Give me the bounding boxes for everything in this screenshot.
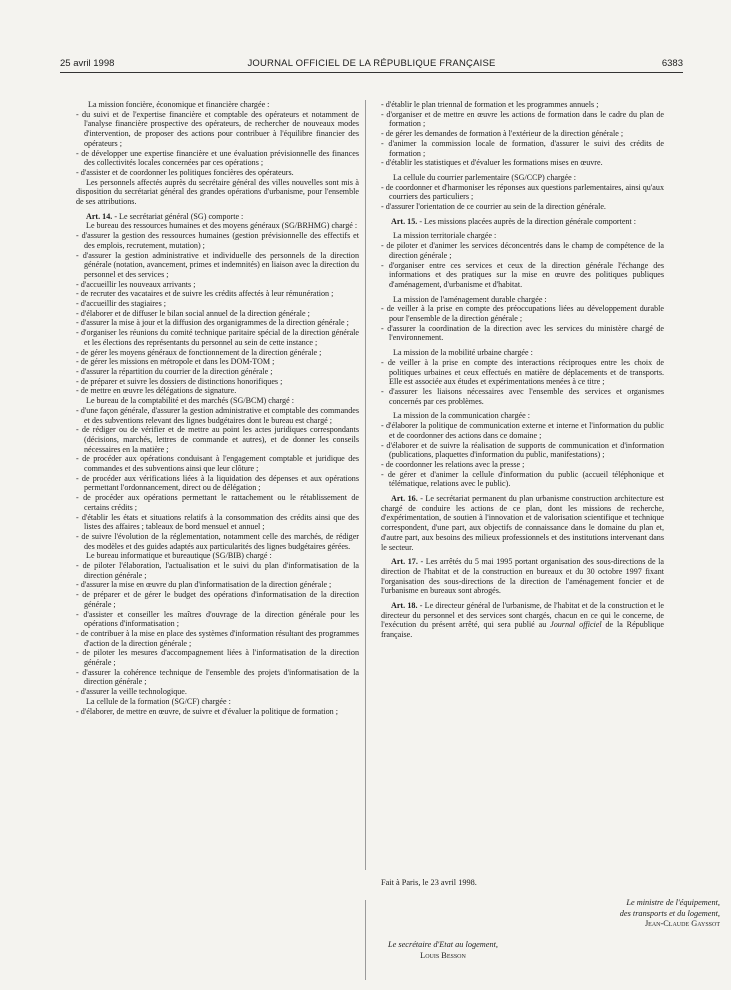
- list-item: - d'assurer la coordination de la direction avec les services du ministère chargé de l'environnement.: [381, 323, 664, 343]
- list-item: - de coordonner les relations avec la presse ;: [381, 459, 525, 469]
- list-item: - de procéder aux opérations conduisant à l'engagement comptable et juridique des commandes et des subventions ainsi que leur clôture ;: [76, 454, 359, 474]
- bcm-title: Le bureau de la comptabilité et des marchés (SG/BCM) chargé :: [86, 396, 294, 406]
- bib-title: Le bureau informatique et bureautique (SG/BIB) chargé :: [86, 551, 272, 561]
- list-item: - de procéder aux opérations permettant le rattachement ou le rétablissement de certains crédits ;: [76, 493, 359, 512]
- mission-territoriale-list: [381, 241, 664, 290]
- article-16-text: - Le secrétariat permanent du plan urbanisme construction architecture est chargé de conduire les actions de ce plan, dont les missions de recherche, d'expérimentation, de soutien à l'innovation et de valorisation scientifique et technique correspondent, d'une part, aux objectifs de connaissance dans le domaine du plan et, d'autre part, aux besoins des milieux professionnels et des institutions intervenant dans le secteur.: [381, 494, 665, 552]
- list-item: - d'assurer les liaisons nécessaires avec l'ensemble des services et organismes concernés par ces problèmes.: [381, 386, 664, 406]
- list-item: - de procéder aux vérifications liées à la liquidation des dépenses et aux opérations permettant l'ordonnancement, direct ou de délégation ;: [76, 473, 359, 493]
- cf-list-right: [381, 100, 664, 168]
- list-item: - d'organiser et de mettre en œuvre les actions de formation dans le cadre du plan de formation ;: [381, 109, 664, 129]
- list-item: - d'élaborer et de diffuser le bilan social annuel de la direction générale ;: [76, 308, 310, 318]
- list-item: - de gérer les demandes de formation à l'extérieur de la direction générale ;: [381, 129, 624, 139]
- list-item: - de mettre en œuvre les délégations de signature.: [76, 386, 237, 396]
- mission-communication-title: La mission de la communication chargée :: [393, 411, 530, 421]
- list-item: - d'élaborer la politique de communication externe et interne et l'information du public et de coordonner des actions dans ce domaine ;: [381, 421, 664, 440]
- list-item: - d'animer la commission locale de formation, d'assurer le suivi des crédits de formation ;: [381, 138, 664, 158]
- list-item: - de suivre l'évolution de la réglementation, notamment celle des marchés, de rédiger des modèles et des guides adaptés aux particularités des lignes budgétaires gérées.: [76, 531, 359, 551]
- right-column: [381, 100, 664, 640]
- mission-communication-list: [381, 421, 664, 489]
- header-date: 25 avril 1998: [60, 58, 115, 69]
- left-column: [76, 100, 359, 716]
- list-item: - de gérer et d'animer la cellule d'information du public (accueil téléphonique et télématique, relations avec le public).: [381, 469, 664, 489]
- page-header: [60, 58, 683, 72]
- article-15: [381, 217, 664, 227]
- list-item: - de contribuer à la mise en place des systèmes d'information résultant des programmes d'action de la direction générale ;: [76, 628, 359, 648]
- list-item: - de développer une expertise financière et une évaluation prévisionnelle des finances des collectivités locales concernées par ces opérations ;: [76, 148, 359, 168]
- ccp-title: La cellule du courrier parlementaire (SG/CCP) chargée :: [393, 172, 577, 182]
- minister-signature: [470, 898, 720, 930]
- list-item: - d'assurer la veille technologique.: [76, 687, 187, 697]
- header-page-number: 6383: [661, 58, 683, 69]
- article-18-text-a: - Le directeur général de l'urbanisme, de l'habitat et de la construction et le directeur du personnel et des services sont chargés, chacun en ce qui le concerne, de l'exécution du présent arrêté, qui sera publié au: [381, 601, 665, 630]
- article-18: [381, 601, 664, 640]
- article-17: [381, 557, 664, 596]
- bcm-list: [76, 406, 359, 552]
- list-item: - de recruter des vacataires et de suivre les crédits affectés à leur rémunération ;: [76, 289, 334, 299]
- list-item: - d'assister et conseiller les maîtres d'ouvrage de la direction générale pour les opérations d'informatisation ;: [76, 609, 359, 629]
- article-14-text: - Le secrétariat général (SG) comporte :: [112, 211, 244, 221]
- list-item: - d'accueillir les nouveaux arrivants ;: [76, 279, 196, 289]
- minister-title-line-1: Le ministre de l'équipement,: [626, 898, 720, 907]
- list-item: - d'une façon générale, d'assurer la gestion administrative et comptable des commandes et des subventions relevant des lignes budgétaires dont le bureau est chargé ;: [76, 405, 359, 425]
- list-item: - d'assurer la gestion des ressources humaines (gestion prévisionnelle des effectifs et des emplois, recrutement, mutation) ;: [76, 231, 359, 250]
- list-item: - de rédiger ou de vérifier et de mettre au point les actes juridiques correspondants (décisions, marchés, lettres de commande et autres), et de donner les conseils nécessaires en la matière ;: [76, 425, 359, 454]
- mission-mobilite-title: La mission de la mobilité urbaine chargée :: [393, 348, 533, 358]
- personnels-paragraph: Les personnels affectés auprès du secrétaire général des villes nouvelles sont mis à disposition du secrétariat général des grandes opérations d'urbanisme, pour l'ensemble de ses attributions.: [76, 177, 359, 207]
- minister-name: Jean-Claude Gayssot: [644, 919, 720, 928]
- list-item: - d'organiser entre ces services et ceux de la direction générale l'échange des informations et des pratiques sur la mise en œuvre des politiques publiques d'aménagement, d'urbanisme et d'habitat.: [381, 260, 664, 289]
- mission-durable-title: La mission de l'aménagement durable chargée :: [393, 294, 547, 304]
- list-item: - d'assurer la mise à jour et la diffusion des organigrammes de la direction générale ;: [76, 318, 349, 328]
- column-divider: [365, 100, 366, 870]
- article-14: [76, 212, 359, 222]
- secretary-title: Le secrétaire d'Etat au logement,: [388, 940, 498, 949]
- secretary-signature: [368, 940, 518, 961]
- secretary-name: Louis Besson: [420, 950, 466, 960]
- article-16: [381, 494, 664, 552]
- list-item: - de piloter les mesures d'accompagnement liées à l'informatisation de la direction générale ;: [76, 648, 359, 668]
- list-item: - d'assurer l'orientation de ce courrier au sein de la direction générale.: [381, 202, 606, 212]
- list-item: - d'établir les statistiques et d'évaluer les formations mises en œuvre.: [381, 158, 603, 168]
- list-item: - d'organiser les réunions du comité technique paritaire spécial de la direction générale et les élections des représentants du personnel au sein de cette instance ;: [76, 328, 359, 347]
- brhmg-title: Le bureau des ressources humaines et des moyens généraux (SG/BRHMG) chargé :: [86, 221, 358, 231]
- list-item: - d'accueillir des stagiaires ;: [76, 299, 167, 309]
- article-15-label: Art. 15.: [391, 216, 418, 226]
- article-16-label: Art. 16.: [391, 494, 418, 504]
- list-item: - du suivi et de l'expertise financière et comptable des opérateurs et notamment de l'analyse financière prospective des opérateurs, de rechercher de nouveaux modes d'intervention, de proposer des actions pour contribuer à l'équilibre financier des opérateurs ;: [76, 109, 359, 148]
- list-item: - d'établir le plan triennal de formation et les programmes annuels ;: [381, 100, 599, 109]
- article-15-text: - Les missions placées auprès de la direction générale comportent :: [417, 216, 636, 226]
- list-item: - d'élaborer, de mettre en œuvre, de suivre et d'évaluer la politique de formation ;: [76, 706, 338, 716]
- header-rule: [60, 72, 683, 73]
- list-item: - de gérer les missions en métropole et dans les DOM-TOM ;: [76, 357, 275, 367]
- article-17-text: - Les arrêtés du 5 mai 1995 portant organisation des sous-directions de la direction de l'habitat et de la construction en bureaux et du 30 octobre 1997 fixant l'organisation des sous-directions de la direction de l'aménagement foncier et de l'urbanisme en bureaux sont abrogés.: [381, 557, 664, 596]
- article-18-label: Art. 18.: [391, 601, 418, 611]
- list-item: - d'assister et de coordonner les politiques foncières des opérateurs.: [76, 167, 294, 177]
- brhmg-list: [76, 231, 359, 396]
- list-item: - d'assurer la gestion administrative et individuelle des personnels de la direction générale (notation, avancement, primes et indemnités) en liaison avec la direction du personnel et des services ;: [76, 250, 359, 279]
- list-item: - d'élaborer et de suivre la réalisation de supports de communication et d'information (publications, plaquettes d'information du public, manifestations) ;: [381, 440, 664, 460]
- cf-list-left: [76, 707, 359, 717]
- article-14-label: Art. 14.: [86, 211, 113, 221]
- minister-title-line-2: des transports et du logement,: [619, 908, 720, 918]
- list-item: - d'assurer la cohérence technique de l'ensemble des projets d'informatisation de la direction générale ;: [76, 667, 359, 687]
- list-item: - de piloter et d'animer les services déconcentrés dans le champ de compétence de la direction générale ;: [381, 241, 664, 260]
- list-item: - de coordonner et d'harmoniser les réponses aux questions parlementaires, ainsi qu'aux courriers des particuliers ;: [381, 182, 664, 202]
- mission-territoriale-title: La mission territoriale chargée :: [393, 231, 497, 241]
- list-item: - de préparer et suivre les dossiers de distinctions honorifiques ;: [76, 376, 283, 386]
- list-item: - de préparer et de gérer le budget des opérations d'informatisation de la direction générale ;: [76, 590, 359, 609]
- list-item: - d'assurer la mise en œuvre du plan d'informatisation de la direction générale ;: [76, 580, 332, 590]
- article-18-text-b: de la République française.: [381, 620, 664, 640]
- ccp-list: [381, 183, 664, 212]
- mission-fonciere-list: [76, 110, 359, 178]
- mission-durable-list: [381, 304, 664, 343]
- mission-mobilite-list: [381, 358, 664, 407]
- list-item: - de gérer les moyens généraux de fonctionnement de la direction générale ;: [76, 347, 322, 357]
- header-title: JOURNAL OFFICIEL DE LA RÉPUBLIQUE FRANÇAISE: [247, 58, 496, 69]
- article-17-label: Art. 17.: [391, 557, 418, 567]
- fait-a-paris: Fait à Paris, le 23 avril 1998.: [381, 878, 477, 887]
- list-item: - de veiller à la prise en compte des interactions réciproques entre les choix de politiques urbaines et ceux effectués en matière de déplacements et de transports. Elle est associée aux études et expérimentations menées à ce titre ;: [381, 357, 664, 387]
- mission-fonciere-title: La mission foncière, économique et financière chargée :: [88, 100, 270, 109]
- column-divider-lower: [365, 900, 366, 980]
- list-item: - d'assurer la répartition du courrier de la direction générale ;: [76, 366, 273, 376]
- list-item: - d'établir les états et situations relatifs à la consommation des crédits ainsi que des listes des affaires ; tableaux de bord mensuel et annuel ;: [76, 512, 359, 532]
- cf-title: La cellule de la formation (SG/CF) chargée :: [86, 696, 231, 706]
- list-item: - de piloter l'élaboration, l'actualisation et le suivi du plan d'informatisation de la direction générale ;: [76, 561, 359, 580]
- bib-list: [76, 561, 359, 697]
- list-item: - de veiller à la prise en compte des préoccupations liées au développement durable pour l'ensemble de la direction générale ;: [381, 304, 664, 324]
- journal-officiel-title: Journal officiel: [550, 620, 602, 630]
